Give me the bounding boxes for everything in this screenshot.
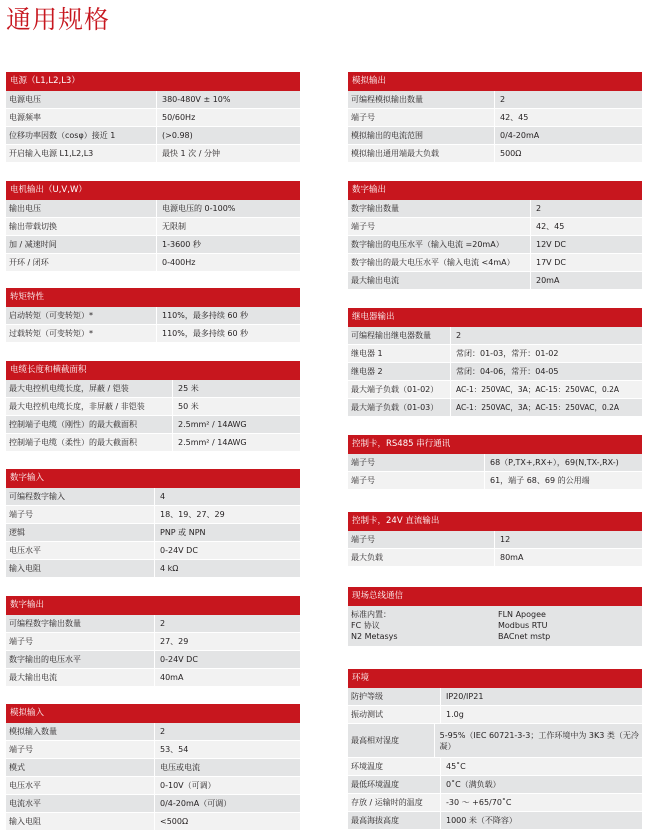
- spec-value: -30 ～ +65/70˚C: [440, 794, 515, 811]
- spec-key: 输出电压: [9, 204, 41, 213]
- spec-table: [348, 454, 642, 490]
- spec-table: [6, 488, 300, 578]
- spec-key: 最大端子负载（01-03）: [351, 403, 439, 412]
- spec-value: 2: [530, 200, 544, 217]
- spec-value: 61，端子 68、69 的公用端: [484, 472, 593, 489]
- spec-row: [348, 236, 642, 254]
- spec-key: 最高海拔高度: [351, 816, 399, 825]
- spec-value: 5-95%（IEC 60721-3-3；工作环境中为 3K3 类（无冷凝）: [434, 724, 642, 757]
- spec-value: (>0.98): [156, 127, 196, 144]
- spec-value: AC-1：250VAC，3A；AC-15：250VAC，0.2A: [450, 399, 622, 416]
- section-header: 控制卡，24V 直流输出: [348, 512, 642, 531]
- spec-row: [348, 776, 642, 794]
- spec-row: [348, 531, 642, 549]
- section-header: 数字输出: [348, 181, 642, 200]
- fieldbus-item: N2 Metasys: [351, 632, 398, 641]
- spec-value: 500Ω: [494, 145, 524, 162]
- spec-row: [6, 795, 300, 813]
- spec-key: 存放 / 运输时的温度: [351, 798, 423, 807]
- spec-row: [6, 254, 300, 272]
- spec-table: [6, 723, 300, 831]
- spec-value: 25 米: [172, 380, 202, 397]
- spec-key: 最低环境温度: [351, 780, 399, 789]
- spec-section-rs485: [348, 435, 642, 490]
- spec-table: [6, 615, 300, 687]
- spec-key: 最大电控机电缆长度，非屏蔽 / 非铠装: [9, 402, 145, 411]
- spec-key: 最大输出电流: [9, 673, 57, 682]
- spec-value: 20mA: [530, 272, 562, 289]
- spec-key: 电压水平: [9, 781, 41, 790]
- spec-value: <500Ω: [154, 813, 191, 830]
- section-header: 电源（L1,L2,L3）: [6, 72, 300, 91]
- spec-row: [348, 327, 642, 345]
- spec-key: 最大电控机电缆长度，屏蔽 / 铠装: [9, 384, 129, 393]
- spec-row: [6, 127, 300, 145]
- spec-row: [348, 381, 642, 399]
- spec-row: [6, 200, 300, 218]
- spec-table: [348, 200, 642, 290]
- spec-value: 0-24V DC: [154, 542, 201, 559]
- spec-row: [6, 109, 300, 127]
- spec-value: 2: [154, 615, 168, 632]
- spec-section-relay-output: [348, 308, 642, 417]
- spec-row: [348, 688, 642, 706]
- spec-row: [6, 218, 300, 236]
- spec-value: 27、29: [154, 633, 191, 650]
- spec-key: 过载转矩（可变转矩）*: [9, 329, 93, 338]
- spec-value: IP20/IP21: [440, 688, 486, 705]
- spec-row: [6, 651, 300, 669]
- section-header: 模拟输入: [6, 704, 300, 723]
- spec-row: [6, 380, 300, 398]
- spec-key: 端子号: [351, 535, 375, 544]
- spec-table: [6, 200, 300, 272]
- spec-key: 端子号: [9, 745, 33, 754]
- spec-row: [348, 758, 642, 776]
- spec-row: [6, 91, 300, 109]
- spec-section-environment: [348, 669, 642, 830]
- spec-section-digital-input: [6, 469, 300, 578]
- spec-key: 逻辑: [9, 528, 25, 537]
- spec-key: 数字输出的电压水平（输入电流 =20mA）: [351, 240, 504, 249]
- spec-row: [6, 434, 300, 452]
- spec-row: [6, 325, 300, 343]
- spec-value: 电压或电流: [154, 759, 203, 776]
- section-header: 控制卡，RS485 串行通讯: [348, 435, 642, 454]
- spec-value: 无限制: [156, 218, 189, 235]
- spec-value: 0˚C（满负载）: [440, 776, 504, 793]
- section-header: 现场总线通信: [348, 587, 642, 606]
- spec-value: 50 米: [172, 398, 202, 415]
- spec-section-motor-output: [6, 181, 300, 272]
- spec-row: [348, 812, 642, 830]
- spec-key: 数字输出的电压水平: [9, 655, 81, 664]
- spec-row: [6, 741, 300, 759]
- spec-key: 输入电阻: [9, 817, 41, 826]
- spec-key: 输出带载切换: [9, 222, 57, 231]
- spec-value: 4 kΩ: [154, 560, 181, 577]
- spec-row: [6, 524, 300, 542]
- spec-value: 80mA: [494, 549, 526, 566]
- spec-value: PNP 或 NPN: [154, 524, 209, 541]
- spec-row: [348, 549, 642, 567]
- section-header: 数字输入: [6, 469, 300, 488]
- spec-row: [6, 633, 300, 651]
- spec-table: [348, 531, 642, 567]
- spec-row: [6, 615, 300, 633]
- spec-key: 可编程数字输入: [9, 492, 65, 501]
- spec-row: [348, 724, 642, 758]
- fieldbus-item: BACnet mstp: [498, 632, 551, 641]
- spec-value: 42、45: [530, 218, 567, 235]
- spec-key: 电源频率: [9, 113, 41, 122]
- spec-key: 继电器 1: [351, 349, 383, 358]
- spec-key: 电压水平: [9, 546, 41, 555]
- spec-value: 1000 米（不降容）: [440, 812, 520, 829]
- spec-value: 1-3600 秒: [156, 236, 204, 253]
- spec-key: 端子号: [351, 476, 375, 485]
- spec-value: 380-480V ± 10%: [156, 91, 233, 108]
- spec-key: 端子号: [9, 510, 33, 519]
- spec-row: [348, 200, 642, 218]
- spec-value: 0-10V（可调）: [154, 777, 219, 794]
- spec-row: [6, 506, 300, 524]
- spec-value: 2: [494, 91, 508, 108]
- fieldbus-item: Modbus RTU: [498, 621, 548, 630]
- section-header: 电缆长度和横截面积: [6, 361, 300, 380]
- spec-key: 可编程数字输出数量: [9, 619, 81, 628]
- spec-value: 12V DC: [530, 236, 569, 253]
- spec-row: [6, 759, 300, 777]
- spec-table: [348, 91, 642, 163]
- fieldbus-item: FC 协议: [351, 621, 380, 630]
- spec-section-analog-output: [348, 72, 642, 163]
- page-title: 通用规格: [6, 5, 111, 34]
- spec-section-fieldbus: [348, 587, 642, 646]
- spec-key: 启动转矩（可变转矩）*: [9, 311, 93, 320]
- spec-key: 最大输出电流: [351, 276, 399, 285]
- spec-value: 0-400Hz: [156, 254, 198, 271]
- spec-row: [6, 813, 300, 831]
- section-header: 环境: [348, 669, 642, 688]
- spec-value: 110%，最多持续 60 秒: [156, 325, 251, 342]
- spec-value: 50/60Hz: [156, 109, 198, 126]
- spec-row: [348, 345, 642, 363]
- spec-key: 最大负载: [351, 553, 383, 562]
- section-header: 数字输出: [6, 596, 300, 615]
- spec-key: 继电器 2: [351, 367, 383, 376]
- spec-key: 电流水平: [9, 799, 41, 808]
- spec-value: 40mA: [154, 669, 186, 686]
- section-header: 模拟输出: [348, 72, 642, 91]
- spec-key: 数字输出数量: [351, 204, 399, 213]
- spec-row: [6, 488, 300, 506]
- spec-value: 68（P,TX+,RX+），69(N,TX-,RX-): [484, 454, 622, 471]
- spec-value: 45˚C: [440, 758, 469, 775]
- spec-key: 振动测试: [351, 710, 383, 719]
- spec-value: 42、45: [494, 109, 531, 126]
- spec-key: 模拟输出的电流范围: [351, 131, 423, 140]
- spec-value: 4: [154, 488, 168, 505]
- spec-key: 数字输出的最大电压水平（输入电流 <4mA）: [351, 258, 515, 267]
- section-header: 转矩特性: [6, 288, 300, 307]
- spec-key: 端子号: [9, 637, 33, 646]
- spec-row: [348, 794, 642, 812]
- spec-key: 模式: [9, 763, 25, 772]
- spec-key: 防护等级: [351, 692, 383, 701]
- spec-key: 模拟输入数量: [9, 727, 57, 736]
- spec-row: [6, 145, 300, 163]
- spec-value: 0/4-20mA: [494, 127, 542, 144]
- spec-table: [348, 327, 642, 417]
- spec-key: 端子号: [351, 458, 375, 467]
- spec-value: 电源电压的 0-100%: [156, 200, 238, 217]
- spec-row: [348, 145, 642, 163]
- spec-value: 2: [154, 723, 168, 740]
- spec-table: [6, 91, 300, 163]
- spec-key: 最高相对湿度: [351, 736, 399, 745]
- spec-value: 0-24V DC: [154, 651, 201, 668]
- spec-value: AC-1：250VAC，3A；AC-15：250VAC，0.2A: [450, 381, 622, 398]
- spec-value: 12: [494, 531, 513, 548]
- spec-row: [348, 127, 642, 145]
- spec-value: 2.5mm² / 14AWG: [172, 416, 250, 433]
- spec-value: 2.5mm² / 14AWG: [172, 434, 250, 451]
- spec-table: [6, 380, 300, 452]
- spec-section-analog-input: [6, 704, 300, 831]
- spec-row: [348, 109, 642, 127]
- spec-section-digital-output-2: [348, 181, 642, 290]
- spec-row: [6, 398, 300, 416]
- spec-key: 开环 / 闭环: [9, 258, 49, 267]
- spec-value: 最快 1 次 / 分钟: [156, 145, 223, 162]
- spec-key: 端子号: [351, 222, 375, 231]
- spec-row: [6, 416, 300, 434]
- section-header: 电机输出（U,V,W）: [6, 181, 300, 200]
- spec-section-digital-output: [6, 596, 300, 687]
- section-header: 继电器输出: [348, 308, 642, 327]
- spec-value: 1.0g: [440, 706, 467, 723]
- spec-row: [348, 454, 642, 472]
- spec-row: [6, 669, 300, 687]
- spec-row: [6, 723, 300, 741]
- spec-row: [348, 272, 642, 290]
- spec-row: [6, 307, 300, 325]
- spec-section-power-supply: [6, 72, 300, 163]
- spec-section-24v-output: [348, 512, 642, 567]
- spec-table: [6, 307, 300, 343]
- spec-value: 常闭：01-03，常开：01-02: [450, 345, 562, 362]
- spec-row: [348, 472, 642, 490]
- spec-key: 控制端子电缆（柔性）的最大截面积: [9, 438, 137, 447]
- spec-key: 加 / 减速时间: [9, 240, 57, 249]
- spec-key: 端子号: [351, 113, 375, 122]
- spec-row: [348, 218, 642, 236]
- spec-value: 0/4-20mA（可调）: [154, 795, 234, 812]
- spec-table: [348, 688, 642, 830]
- spec-row: [6, 560, 300, 578]
- fieldbus-list: [348, 606, 642, 646]
- fieldbus-item: FLN Apogee: [498, 610, 546, 619]
- fieldbus-item: 标准内置：: [351, 610, 391, 619]
- spec-row: [348, 91, 642, 109]
- spec-key: 模拟输出通用端最大负载: [351, 149, 439, 158]
- spec-value: 53、54: [154, 741, 191, 758]
- spec-row: [348, 399, 642, 417]
- spec-value: 常闭：04-06，常开：04-05: [450, 363, 562, 380]
- spec-row: [348, 706, 642, 724]
- spec-key: 位移功率因数（cosφ）接近 1: [9, 131, 116, 140]
- spec-row: [6, 236, 300, 254]
- spec-key: 环境温度: [351, 762, 383, 771]
- spec-value: 2: [450, 327, 464, 344]
- spec-section-torque: [6, 288, 300, 343]
- spec-section-cable: [6, 361, 300, 452]
- spec-key: 电源电压: [9, 95, 41, 104]
- spec-key: 可编程模拟输出数量: [351, 95, 423, 104]
- spec-row: [6, 777, 300, 795]
- spec-value: 18、19、27、29: [154, 506, 228, 523]
- fieldbus-column-1: [348, 609, 495, 642]
- spec-value: 110%，最多持续 60 秒: [156, 307, 251, 324]
- spec-key: 最大端子负载（01-02）: [351, 385, 439, 394]
- spec-key: 开启输入电源 L1,L2,L3: [9, 149, 94, 158]
- spec-key: 可编程输出继电器数量: [351, 331, 431, 340]
- fieldbus-column-2: [495, 609, 642, 642]
- spec-row: [348, 254, 642, 272]
- spec-row: [6, 542, 300, 560]
- spec-row: [348, 363, 642, 381]
- spec-value: 17V DC: [530, 254, 569, 271]
- spec-key: 输入电阻: [9, 564, 41, 573]
- spec-key: 控制端子电缆（刚性）的最大截面积: [9, 420, 137, 429]
